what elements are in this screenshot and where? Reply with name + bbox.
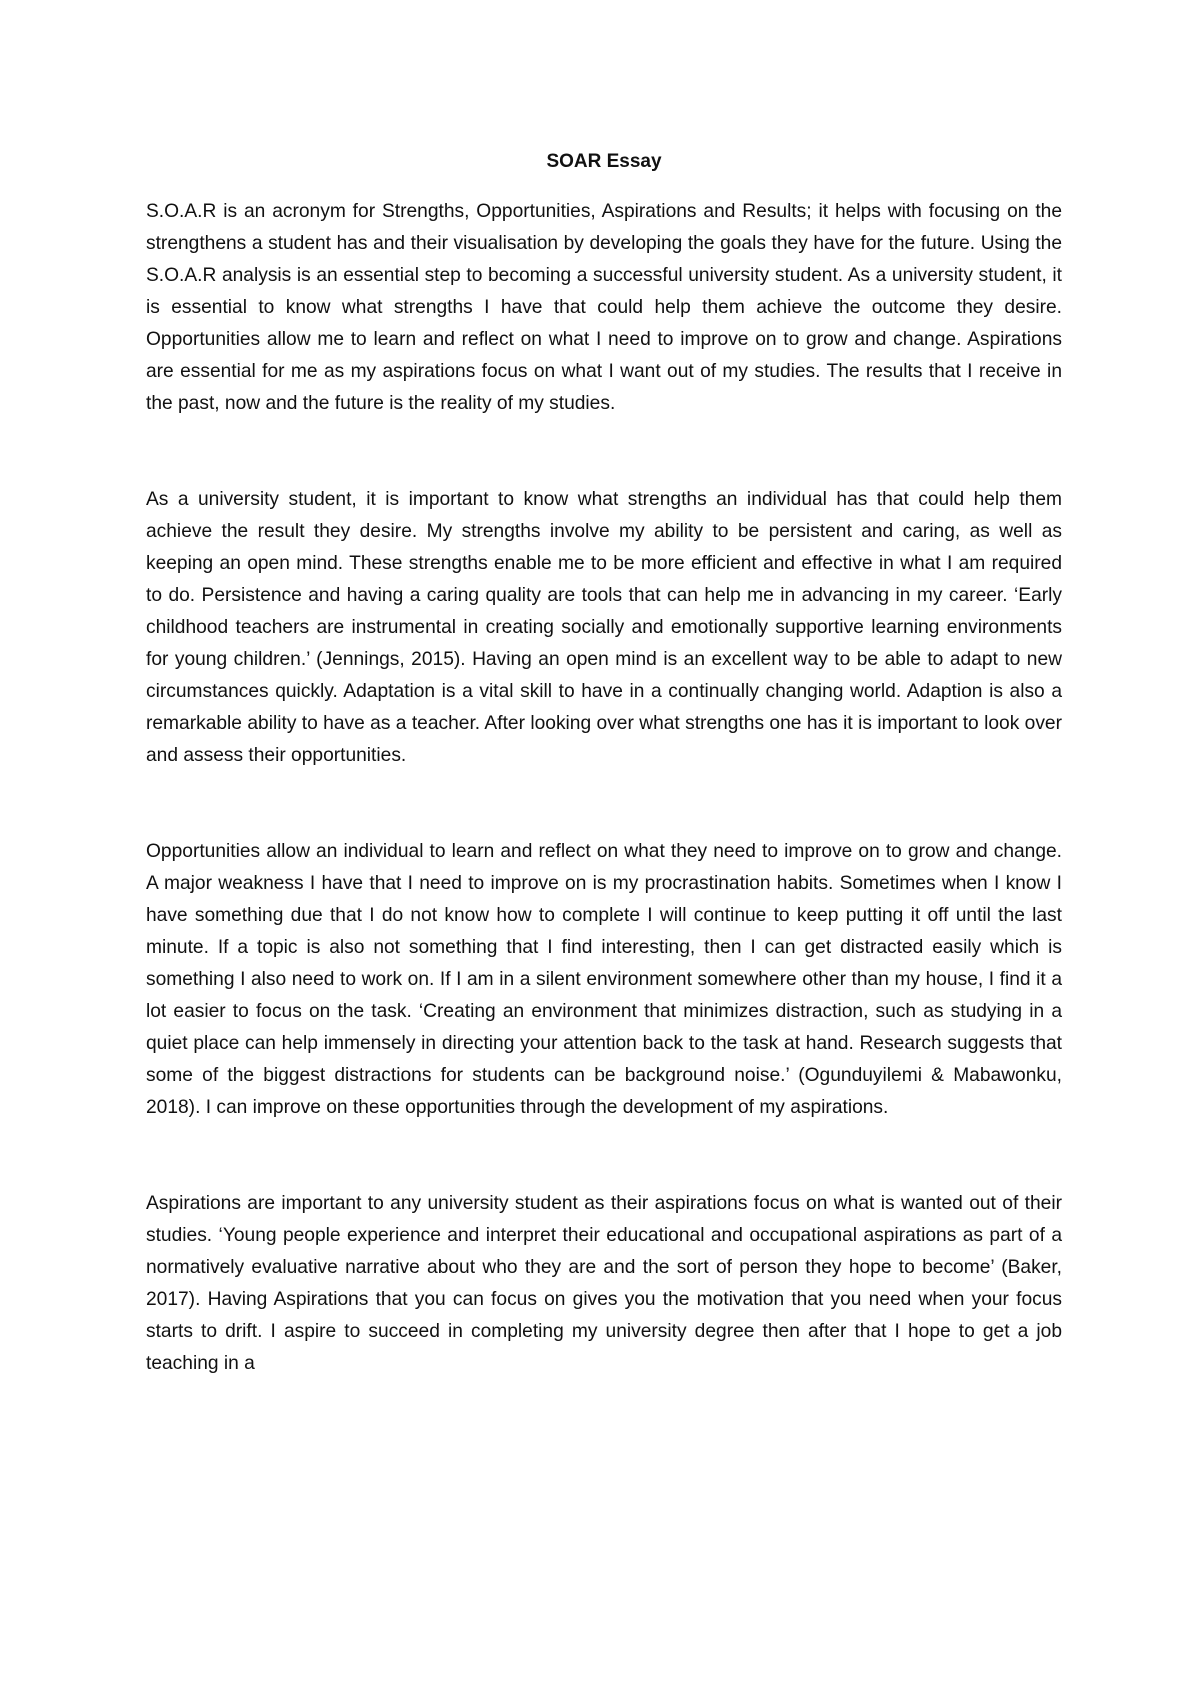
paragraph-aspirations: Aspirations are important to any university student as their aspirations focus on what is wanted out of their studies. ‘Young people experience and interpret their educational and occupational aspirations as part of a normatively evaluative narrative about who they are and the sort of person they hope to become’ (Baker, 2017). Having Aspirations that you can focus on gives you the motivation that you need when your focus starts to drift. I aspire to succeed in completing my university degree then after that I hope to get a job teaching in a	[146, 1193, 1062, 1374]
document-body	[146, 148, 1062, 1380]
paragraph-spacer	[146, 1124, 1062, 1188]
paragraph-opportunities: Opportunities allow an individual to learn and reflect on what they need to improve on to grow and change. A major weakness I have that I need to improve on is my procrastination habits. Sometimes when I know I have something due that I do not know how to complete I will continue to keep putting it off until the last minute. If a topic is also not something that I find interesting, then I can get distracted easily which is something I also need to work on. If I am in a silent environment somewhere other than my house, I find it a lot easier to focus on the task. ‘Creating an environment that minimizes distraction, such as studying in a quiet place can help immensely in directing your attention back to the task at hand. Research suggests that some of the biggest distractions for students can be background noise.’ (Ogunduyilemi & Mabawonku, 2018). I can improve on these opportunities through the development of my aspirations.	[146, 841, 1062, 1118]
document-title: SOAR Essay	[546, 151, 662, 172]
paragraph-strengths: As a university student, it is important to know what strengths an individual has that could help them achieve the result they desire. My strengths involve my ability to be persistent and caring, as well as keeping an open mind. These strengths enable me to be more efficient and effective in what I am required to do. Persistence and having a caring quality are tools that can help me in advancing in my career. ‘Early childhood teachers are instrumental in creating socially and emotionally supportive learning environments for young children.’ (Jennings, 2015). Having an open mind is an excellent way to be able to adapt to new circumstances quickly. Adaptation is a vital skill to have in a continually changing world. Adaption is also a remarkable ability to have as a teacher. After looking over what strengths one has it is important to look over and assess their opportunities.	[146, 489, 1062, 766]
paragraph-spacer	[146, 772, 1062, 836]
paragraph-spacer	[146, 420, 1062, 484]
paragraph-introduction: S.O.A.R is an acronym for Strengths, Opportunities, Aspirations and Results; it helps with focusing on the strengthens a student has and their visualisation by developing the goals they have for the future. Using the S.O.A.R analysis is an essential step to becoming a successful university student. As a university student, it is essential to know what strengths I have that could help them achieve the outcome they desire. Opportunities allow me to learn and reflect on what I need to improve on to grow and change. Aspirations are essential for me as my aspirations focus on what I want out of my studies. The results that I receive in the past, now and the future is the reality of my studies.	[146, 201, 1062, 414]
